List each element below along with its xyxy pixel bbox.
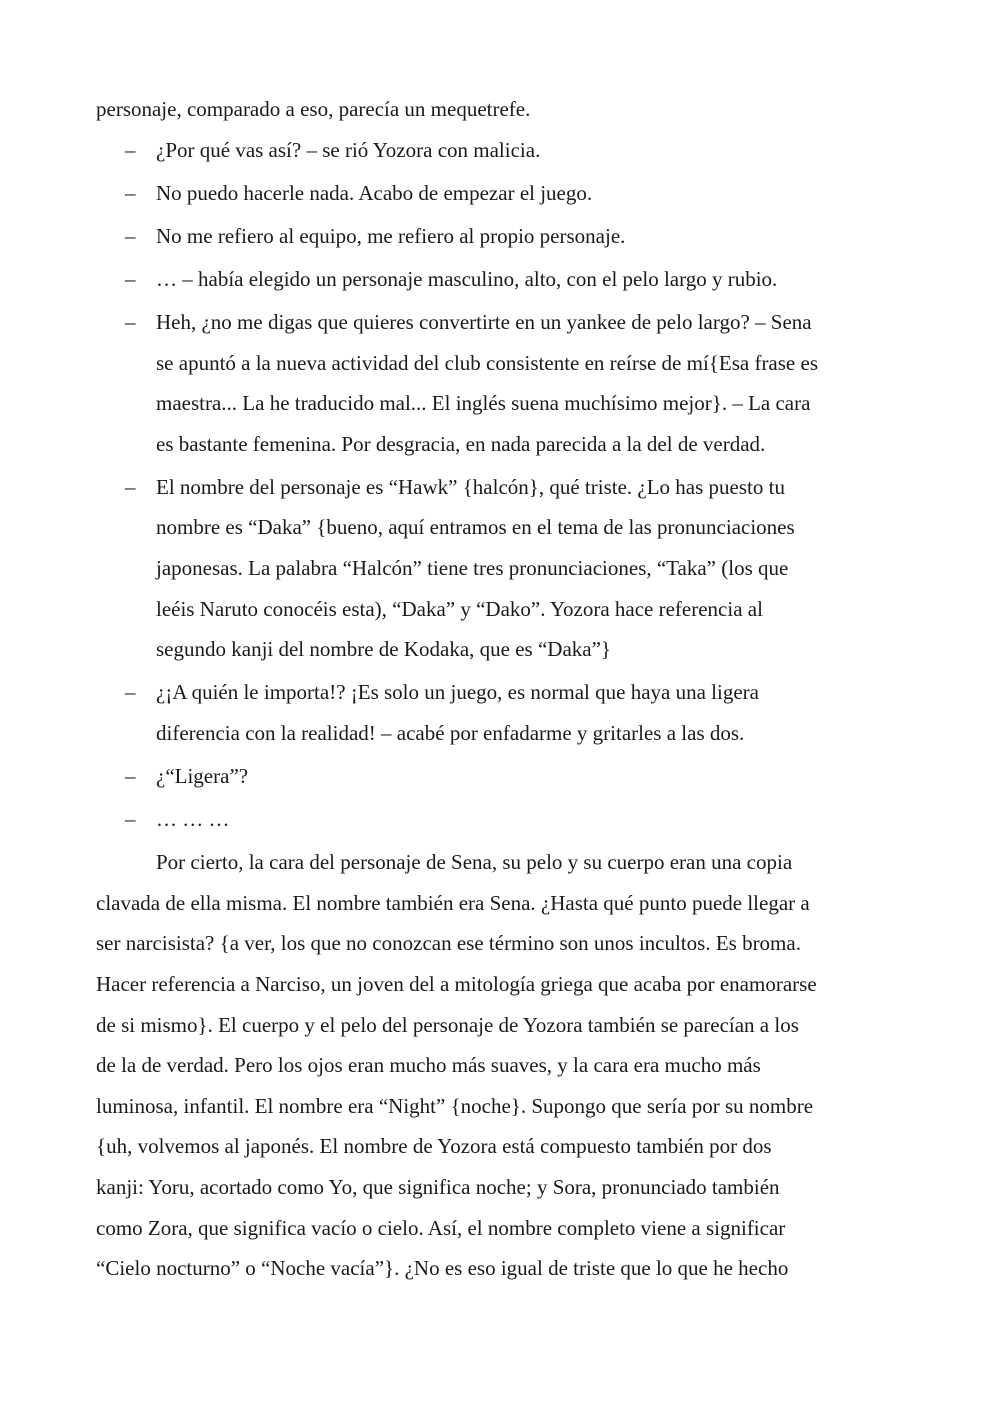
opening-line: personaje, comparado a eso, parecía un mequetrefe. [96, 97, 531, 121]
paragraph-line: {uh, volvemos al japonés. El nombre de Yozora está compuesto también por dos [96, 1134, 772, 1159]
dialogue-line: segundo kanji del nombre de Kodaka, que es “Daka”} [156, 637, 612, 662]
dialogue-item [96, 756, 908, 799]
narrative-paragraph [96, 842, 908, 1289]
dialogue-text [156, 130, 908, 171]
dialogue-line: se apuntó a la nueva actividad del club consistente en reírse de mí{Esa frase es [156, 350, 818, 375]
dialogue-item [96, 672, 908, 756]
dialogue-dash: – [125, 680, 136, 705]
dialogue-line: diferencia con la realidad! – acabé por enfadarme y gritarles a las dos. [156, 720, 745, 745]
dialogue-item [96, 173, 908, 216]
dialogue-item [96, 130, 908, 173]
paragraph-line: de si mismo}. El cuerpo y el pelo del personaje de Yozora también se parecían a los [96, 1012, 799, 1037]
dialogue-text [156, 302, 908, 464]
dialogue-line: Heh, ¿no me digas que quieres convertirte en un yankee de pelo largo? – Sena [156, 309, 812, 334]
dialogue-item [96, 799, 908, 842]
dialogue-text [156, 216, 908, 257]
dialogue-line: ¿“Ligera”? [156, 764, 249, 788]
dialogue-line: No me refiero al equipo, me refiero al propio personaje. [156, 223, 626, 248]
dialogue-dash: – [125, 266, 136, 291]
dialogue-text [156, 467, 908, 670]
dialogue-dash: – [125, 223, 136, 248]
paragraph-line: ser narcisista? {a ver, los que no conozcan ese término son unos incultos. Es broma. [96, 931, 801, 956]
dialogue-item [96, 302, 908, 467]
paragraph-line: como Zora, que significa vacío o cielo. Así, el nombre completo viene a significar [96, 1215, 786, 1240]
dialogue-item [96, 467, 908, 672]
dialogue-line: maestra... La he traducido mal... El inglés suena muchísimo mejor}. – La cara [156, 391, 811, 416]
dialogue-line: El nombre del personaje es “Hawk” {halcón}, qué triste. ¿Lo has puesto tu [156, 474, 785, 499]
paragraph-line: Por cierto, la cara del personaje de Sena, su pelo y su cuerpo eran una copia [156, 850, 793, 875]
paragraph-line: luminosa, infantil. El nombre era “Night” {noche}. Supongo que sería por su nombre [96, 1093, 814, 1118]
paragraph-line: Hacer referencia a Narciso, un joven del a mitología griega que acaba por enamorarse [96, 971, 817, 996]
dialogue-line: … … … [156, 807, 230, 832]
dialogue-dash: – [125, 309, 136, 334]
dialogue-dash: – [125, 764, 136, 788]
dialogue-line: ¿Por qué vas así? – se rió Yozora con malicia. [156, 137, 541, 162]
dialogue-line: … – había elegido un personaje masculino, alto, con el pelo largo y rubio. [156, 266, 778, 291]
dialogue-text [156, 799, 908, 840]
dialogue-line: No puedo hacerle nada. Acabo de empezar el juego. [156, 180, 593, 205]
dialogue-dash: – [125, 474, 136, 499]
dialogue-line: es bastante femenina. Por desgracia, en nada parecida a la del de verdad. [156, 431, 766, 456]
paragraph-line: de la de verdad. Pero los ojos eran mucho más suaves, y la cara era mucho más [96, 1053, 761, 1078]
dialogue-item [96, 259, 908, 302]
dialogue-dash: – [125, 137, 136, 162]
dialogue-line: leéis Naruto conocéis esta), “Daka” y “Dako”. Yozora hace referencia al [156, 596, 763, 621]
dialogue-text [156, 756, 908, 797]
dialogue-text [156, 259, 908, 300]
page-text [96, 89, 908, 1289]
dialogue-text [156, 173, 908, 214]
dialogue-item [96, 216, 908, 259]
paragraph-line: clavada de ella misma. El nombre también era Sena. ¿Hasta qué punto puede llegar a [96, 890, 810, 915]
dialogue-dash: – [125, 180, 136, 205]
dialogue-line: nombre es “Daka” {bueno, aquí entramos en el tema de las pronunciaciones [156, 515, 795, 540]
paragraph-line: “Cielo nocturno” o “Noche vacía”}. ¿No es eso igual de triste que lo que he hecho [96, 1256, 789, 1281]
paragraph-line: kanji: Yoru, acortado como Yo, que significa noche; y Sora, pronunciado también [96, 1174, 780, 1199]
dialogue-line: ¿¡A quién le importa!? ¡Es solo un juego, es normal que haya una ligera [156, 680, 759, 705]
dialogue-list [96, 130, 908, 843]
dialogue-line: japonesas. La palabra “Halcón” tiene tres pronunciaciones, “Taka” (los que [156, 556, 789, 581]
dialogue-dash: – [125, 807, 136, 832]
dialogue-text [156, 672, 908, 753]
